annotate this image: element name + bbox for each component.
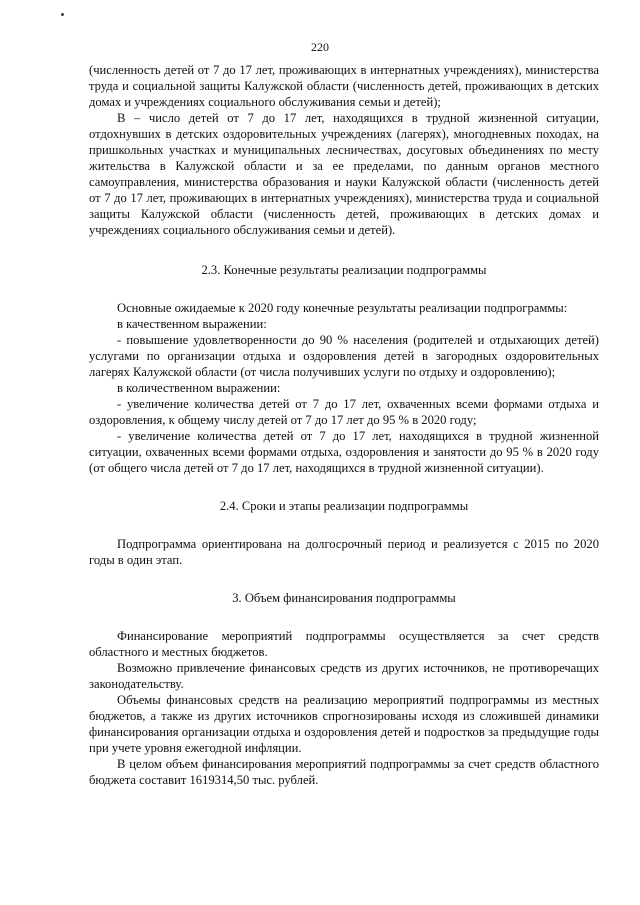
page-body — [89, 62, 599, 788]
paragraph-definition-b: В – число детей от 7 до 17 лет, находящихся в трудной жизненной ситуации, отдохнувших в детских оздоровительных учреждениях (лагерях), многодневных походах, на пришкольных участках и муниципальных лесничествах, досуговых объединениях по месту жительства в Калужской области и за ее пределами, по данным органов местного самоуправления, министерства образования и науки Калужской области (численность детей от 7 до 17 лет, проживающих в интернатных учреждениях), министерства труда и социальной защиты Калужской области (численность детей, проживающих в детских домах и учреждениях социального обслуживания семьи и детей). — [89, 111, 599, 237]
section-heading-3: 3. Объем финансирования подпрограммы — [232, 591, 456, 605]
paragraph-intro-continuation: (численность детей от 7 до 17 лет, проживающих в интернатных учреждениях), министерства труда и социальной защиты Калужской области (численность детей, проживающих в детских домах и учреждениях социального обслуживания семьи и детей); — [89, 63, 599, 109]
paragraph-qualitative-item: - повышение удовлетворенности до 90 % населения (родителей и отдыхающих детей) услугами по организации отдыха и оздоровления детей в загородных оздоровительных лагерях Калужской области (от числа получивших услуги по отдыху и оздоровлению); — [89, 333, 599, 379]
paragraph-quantitative-item-1: - увеличение количества детей от 7 до 17 лет, охваченных всеми формами отдыха и оздоровления, к общему числу детей от 7 до 17 лет до 95 % в 2020 году; — [89, 397, 599, 427]
paragraph-other-sources: Возможно привлечение финансовых средств из других источников, не противоречащих законодательству. — [89, 661, 599, 691]
paragraph-timeline: Подпрограмма ориентирована на долгосрочный период и реализуется с 2015 по 2020 годы в один этап. — [89, 537, 599, 567]
paragraph-expected-results: Основные ожидаемые к 2020 году конечные результаты реализации подпрограммы: — [117, 301, 568, 315]
paragraph-total-volume: В целом объем финансирования мероприятий подпрограммы за счет средств областного бюджета составит 1619314,50 тыс. рублей. — [89, 757, 599, 787]
paragraph-quantitative-item-2: - увеличение количества детей от 7 до 17 лет, находящихся в трудной жизненной ситуации, охваченных всеми формами отдыха, оздоровления и занятости до 95 % в 2020 году (от общего числа детей от 7 до 17 лет, находящихся в трудной жизненной ситуации). — [89, 429, 599, 475]
section-heading-2-4: 2.4. Сроки и этапы реализации подпрограммы — [219, 499, 469, 513]
scan-speck — [61, 13, 64, 16]
section-heading-2-3: 2.3. Конечные результаты реализации подпрограммы — [201, 263, 487, 277]
paragraph-financing-sources: Финансирование мероприятий подпрограммы осуществляется за счет средств областного и местных бюджетов. — [89, 629, 599, 659]
page-number: 220 — [311, 40, 329, 54]
paragraph-forecast: Объемы финансовых средств на реализацию мероприятий подпрограммы из местных бюджетов, а также из других источников спрогнозированы исходя из сложившей динамики финансирования организации отдыха и оздоровления детей и подростков за предыдущие годы при учете уровня ежегодной инфляции. — [89, 693, 599, 755]
paragraph-quantitative-label: в количественном выражении: — [117, 381, 281, 395]
paragraph-qualitative-label: в качественном выражении: — [117, 317, 267, 331]
